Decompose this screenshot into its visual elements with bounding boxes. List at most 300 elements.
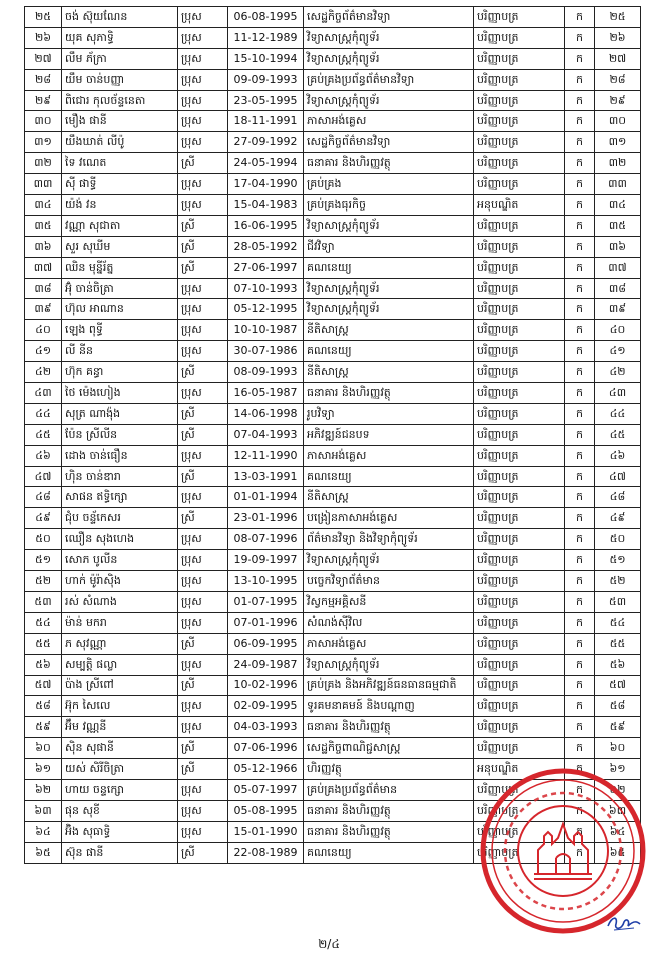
grade-mark: ក <box>565 550 595 571</box>
table-row <box>25 466 641 487</box>
table-row <box>25 508 641 529</box>
major-field: នីតិសាស្ត្រ <box>304 487 474 508</box>
major-field: គណនេយ្យ <box>304 466 474 487</box>
degree-level: អនុបណ្ឌិត <box>474 759 565 780</box>
candidate-name: អ៊ុំ ចាន់ចិត្រា <box>62 278 178 299</box>
degree-level: បរិញ្ញាបត្រ <box>474 696 565 717</box>
candidate-sex: ប្រុស <box>178 7 228 28</box>
grade-mark: ក <box>565 90 595 111</box>
date-of-birth: 07-01-1996 <box>228 612 304 633</box>
candidate-sex: ប្រុស <box>178 48 228 69</box>
row-number-repeat: ៣៨ <box>595 278 641 299</box>
row-number: ២៦ <box>25 27 62 48</box>
date-of-birth: 02-09-1995 <box>228 696 304 717</box>
candidate-sex: ប្រុស <box>178 591 228 612</box>
major-field: ធនាគារ និងហិរញ្ញវត្ថុ <box>304 383 474 404</box>
row-number: ៦២ <box>25 779 62 800</box>
grade-mark: ក <box>565 341 595 362</box>
date-of-birth: 19-09-1997 <box>228 550 304 571</box>
candidate-sex: ប្រុស <box>178 195 228 216</box>
major-field: ធនាគារ និងហិរញ្ញវត្ថុ <box>304 153 474 174</box>
row-number-repeat: ៣០ <box>595 111 641 132</box>
row-number: ៥៧ <box>25 675 62 696</box>
degree-level: បរិញ្ញាបត្រ <box>474 7 565 28</box>
date-of-birth: 16-06-1995 <box>228 215 304 236</box>
table-row <box>25 236 641 257</box>
candidate-sex: ប្រុស <box>178 696 228 717</box>
grade-mark: ក <box>565 612 595 633</box>
table-row <box>25 195 641 216</box>
degree-level: បរិញ្ញាបត្រ <box>474 257 565 278</box>
candidate-name: ឡេង ពុទ្ធី <box>62 320 178 341</box>
major-field: គ្រប់គ្រង និងអភិវឌ្ឍន៍ធនធានធម្មជាតិ <box>304 675 474 696</box>
candidate-name: ប៉ាង ស្រីពៅ <box>62 675 178 696</box>
row-number-repeat: ៤១ <box>595 341 641 362</box>
row-number-repeat: ៥៥ <box>595 633 641 654</box>
row-number: ៤៩ <box>25 508 62 529</box>
row-number-repeat: ៥៧ <box>595 675 641 696</box>
degree-level: បរិញ្ញាបត្រ <box>474 341 565 362</box>
major-field: ព័ត៌មានវិទ្យា និងវិទ្យាកុំព្យូទ័រ <box>304 529 474 550</box>
date-of-birth: 12-11-1990 <box>228 445 304 466</box>
row-number: ៥១ <box>25 550 62 571</box>
grade-mark: ក <box>565 278 595 299</box>
candidate-sex: ស្រី <box>178 633 228 654</box>
major-field: ធនាគារ និងហិរញ្ញវត្ថុ <box>304 800 474 821</box>
candidate-sex: ស្រី <box>178 842 228 863</box>
table-row <box>25 571 641 592</box>
candidate-name: យ៉ង់ វន <box>62 195 178 216</box>
table-row <box>25 654 641 675</box>
grade-mark: ក <box>565 320 595 341</box>
table-row <box>25 48 641 69</box>
grade-mark: ក <box>565 800 595 821</box>
table-row <box>25 591 641 612</box>
row-number: ៣៣ <box>25 174 62 195</box>
row-number-repeat: ៥២ <box>595 571 641 592</box>
row-number: ៣៨ <box>25 278 62 299</box>
date-of-birth: 04-03-1993 <box>228 717 304 738</box>
grade-mark: ក <box>565 236 595 257</box>
date-of-birth: 10-02-1996 <box>228 675 304 696</box>
candidate-name: ហ៊ុក គន្ធា <box>62 362 178 383</box>
row-number-repeat: ៦២ <box>595 779 641 800</box>
candidate-sex: ស្រី <box>178 759 228 780</box>
candidate-name: យឹងឃាត់ លីប៉ូ <box>62 132 178 153</box>
row-number: ៣៤ <box>25 195 62 216</box>
major-field: គ្រប់គ្រង <box>304 174 474 195</box>
candidate-name: ហ៊ិន ចាន់ឌារា <box>62 466 178 487</box>
grade-mark: ក <box>565 299 595 320</box>
candidate-name: ស៊ី ផាទ្ធី <box>62 174 178 195</box>
row-number: ៥៣ <box>25 591 62 612</box>
row-number: ៥៥ <box>25 633 62 654</box>
row-number: ៦៥ <box>25 842 62 863</box>
major-field: សេដ្ឋកិច្ចព័ត៌មានវិទ្យា <box>304 7 474 28</box>
candidate-sex: ប្រុស <box>178 111 228 132</box>
table-row <box>25 550 641 571</box>
degree-level: បរិញ្ញាបត្រ <box>474 132 565 153</box>
grade-mark: ក <box>565 424 595 445</box>
candidate-sex: ប្រុស <box>178 320 228 341</box>
candidate-name: សោភ បូលីន <box>62 550 178 571</box>
candidate-name: ឈិន មុន្នីរ័ត្ន <box>62 257 178 278</box>
table-row <box>25 612 641 633</box>
major-field: នីតិសាស្ត្រ <box>304 320 474 341</box>
major-field: សំណង់ស៊ីវិល <box>304 612 474 633</box>
date-of-birth: 23-05-1995 <box>228 90 304 111</box>
candidate-sex: ស្រី <box>178 403 228 424</box>
table-row <box>25 424 641 445</box>
degree-level: បរិញ្ញាបត្រ <box>474 362 565 383</box>
row-number-repeat: ៣១ <box>595 132 641 153</box>
row-number: ៤៥ <box>25 424 62 445</box>
candidate-sex: ប្រុស <box>178 90 228 111</box>
grade-mark: ក <box>565 132 595 153</box>
grade-mark: ក <box>565 487 595 508</box>
candidate-name: ទៃ វណេត <box>62 153 178 174</box>
candidate-name: លី នីន <box>62 341 178 362</box>
row-number: ៣២ <box>25 153 62 174</box>
row-number-repeat: ៣៣ <box>595 174 641 195</box>
grade-mark: ក <box>565 696 595 717</box>
candidate-name: ស៊ិន សុផានី <box>62 738 178 759</box>
degree-level: បរិញ្ញាបត្រ <box>474 550 565 571</box>
major-field: ទូរគមនាគមន៍ និងបណ្ដាញ <box>304 696 474 717</box>
row-number: ៣៥ <box>25 215 62 236</box>
table-row <box>25 174 641 195</box>
row-number: ៥៨ <box>25 696 62 717</box>
degree-level: បរិញ្ញាបត្រ <box>474 800 565 821</box>
degree-level: បរិញ្ញាបត្រ <box>474 466 565 487</box>
degree-level: បរិញ្ញាបត្រ <box>474 48 565 69</box>
date-of-birth: 05-12-1966 <box>228 759 304 780</box>
table-row <box>25 487 641 508</box>
degree-level: បរិញ្ញាបត្រ <box>474 508 565 529</box>
table-row <box>25 696 641 717</box>
row-number: ៥០ <box>25 529 62 550</box>
row-number: ៤៤ <box>25 403 62 424</box>
candidate-sex: ស្រី <box>178 508 228 529</box>
grade-mark: ក <box>565 466 595 487</box>
candidate-name: វណ្ណា សុជាតា <box>62 215 178 236</box>
date-of-birth: 14-06-1998 <box>228 403 304 424</box>
date-of-birth: 10-10-1987 <box>228 320 304 341</box>
row-number: ៦៤ <box>25 821 62 842</box>
candidate-name: សម្បត្តិ ផល្លា <box>62 654 178 675</box>
row-number-repeat: ៥១ <box>595 550 641 571</box>
major-field: គណនេយ្យ <box>304 842 474 863</box>
grade-mark: ក <box>565 571 595 592</box>
row-number: ២៩ <box>25 90 62 111</box>
grade-mark: ក <box>565 779 595 800</box>
row-number: ៣៦ <box>25 236 62 257</box>
date-of-birth: 15-10-1994 <box>228 48 304 69</box>
grade-mark: ក <box>565 7 595 28</box>
table-row <box>25 132 641 153</box>
row-number-repeat: ៥៣ <box>595 591 641 612</box>
grade-mark: ក <box>565 195 595 216</box>
major-field: នីតិសាស្ត្រ <box>304 362 474 383</box>
page-number: ២/៤ <box>318 937 340 951</box>
date-of-birth: 05-07-1997 <box>228 779 304 800</box>
candidate-name: ម៉ាន់ មករា <box>62 612 178 633</box>
grade-mark: ក <box>565 48 595 69</box>
signature-mark <box>604 912 644 934</box>
candidate-name: ហាយ ចន្ទក្សោ <box>62 779 178 800</box>
candidate-sex: ប្រុស <box>178 612 228 633</box>
major-field: គ្រប់គ្រងប្រព័ន្ធព័ត៌មាន <box>304 779 474 800</box>
major-field: វិទ្យាសាស្ត្រកុំព្យូទ័រ <box>304 278 474 299</box>
candidate-name: ហ៊ុល អាណាន <box>62 299 178 320</box>
degree-level: បរិញ្ញាបត្រ <box>474 529 565 550</box>
row-number-repeat: ៤៨ <box>595 487 641 508</box>
degree-level: បរិញ្ញាបត្រ <box>474 424 565 445</box>
candidate-sex: ប្រុស <box>178 383 228 404</box>
table-row <box>25 27 641 48</box>
row-number: ៤០ <box>25 320 62 341</box>
date-of-birth: 01-07-1995 <box>228 591 304 612</box>
grade-mark: ក <box>565 69 595 90</box>
major-field: ធនាគារ និងហិរញ្ញវត្ថុ <box>304 717 474 738</box>
date-of-birth: 27-09-1992 <box>228 132 304 153</box>
date-of-birth: 16-05-1987 <box>228 383 304 404</box>
row-number-repeat: ៣៧ <box>595 257 641 278</box>
date-of-birth: 07-04-1993 <box>228 424 304 445</box>
row-number-repeat: ៤៣ <box>595 383 641 404</box>
table-row <box>25 529 641 550</box>
date-of-birth: 18-11-1991 <box>228 111 304 132</box>
row-number-repeat: ២៧ <box>595 48 641 69</box>
candidate-name: ជុំប ចន្ទ័កេសរ <box>62 508 178 529</box>
candidate-name: សុត្រ ណាង៉ុង <box>62 403 178 424</box>
table-row <box>25 362 641 383</box>
major-field: វិទ្យាសាស្ត្រកុំព្យូទ័រ <box>304 215 474 236</box>
grade-mark: ក <box>565 111 595 132</box>
candidate-name: អ៊ិង សុធាទ្ធិ <box>62 821 178 842</box>
row-number-repeat: ២៥ <box>595 7 641 28</box>
candidate-name: អ៊ុក សៃលេ <box>62 696 178 717</box>
candidate-name: យឹម ចាន់បញ្ញា <box>62 69 178 90</box>
degree-level: បរិញ្ញាបត្រ <box>474 299 565 320</box>
candidate-sex: ប្រុស <box>178 550 228 571</box>
major-field: ជីវវិទ្យា <box>304 236 474 257</box>
row-number: ៣៧ <box>25 257 62 278</box>
row-number-repeat: ៤៦ <box>595 445 641 466</box>
degree-level: បរិញ្ញាបត្រ <box>474 717 565 738</box>
degree-level: បរិញ្ញាបត្រ <box>474 842 565 863</box>
row-number: ៥២ <box>25 571 62 592</box>
row-number: ៤៣ <box>25 383 62 404</box>
candidate-name: សួរ សុឃីម <box>62 236 178 257</box>
grade-mark: ក <box>565 759 595 780</box>
row-number-repeat: ៤០ <box>595 320 641 341</box>
degree-level: បរិញ្ញាបត្រ <box>474 403 565 424</box>
candidate-sex: ស្រី <box>178 466 228 487</box>
candidate-name: យស់ សិរីចិត្រា <box>62 759 178 780</box>
candidate-sex: ប្រុស <box>178 717 228 738</box>
table-row <box>25 69 641 90</box>
degree-level: បរិញ្ញាបត្រ <box>474 612 565 633</box>
degree-level: បរិញ្ញាបត្រ <box>474 487 565 508</box>
candidate-sex: ស្រី <box>178 675 228 696</box>
candidate-sex: ស្រី <box>178 424 228 445</box>
candidate-sex: ស្រី <box>178 738 228 759</box>
candidate-name: ផុន សុខី <box>62 800 178 821</box>
candidate-sex: ប្រុស <box>178 800 228 821</box>
date-of-birth: 24-05-1994 <box>228 153 304 174</box>
degree-level: បរិញ្ញាបត្រ <box>474 571 565 592</box>
grade-mark: ក <box>565 403 595 424</box>
table-row <box>25 320 641 341</box>
table-row <box>25 7 641 28</box>
candidate-name: អ៊ឹម វណ្ណនី <box>62 717 178 738</box>
degree-level: បរិញ្ញាបត្រ <box>474 320 565 341</box>
candidate-sex: ប្រុស <box>178 69 228 90</box>
row-number: ៣១ <box>25 132 62 153</box>
degree-level: បរិញ្ញាបត្រ <box>474 174 565 195</box>
table-row <box>25 299 641 320</box>
degree-level: បរិញ្ញាបត្រ <box>474 111 565 132</box>
degree-level: បរិញ្ញាបត្រ <box>474 278 565 299</box>
major-field: វិទ្យាសាស្ត្រកុំព្យូទ័រ <box>304 90 474 111</box>
date-of-birth: 13-03-1991 <box>228 466 304 487</box>
major-field: ធនាគារ និងហិរញ្ញវត្ថុ <box>304 821 474 842</box>
degree-level: បរិញ្ញាបត្រ <box>474 821 565 842</box>
grade-mark: ក <box>565 383 595 404</box>
table-row <box>25 445 641 466</box>
row-number: ៤៦ <box>25 445 62 466</box>
row-number: ៤៨ <box>25 487 62 508</box>
candidate-name: ស៊ុន ផានី <box>62 842 178 863</box>
candidate-sex: ប្រុស <box>178 821 228 842</box>
candidate-name: ពិជោរ កុលច័ន្ទនេតា <box>62 90 178 111</box>
table-row <box>25 257 641 278</box>
date-of-birth: 07-10-1993 <box>228 278 304 299</box>
date-of-birth: 23-01-1996 <box>228 508 304 529</box>
candidate-sex: ប្រុស <box>178 779 228 800</box>
row-number-repeat: ៥៦ <box>595 654 641 675</box>
grade-mark: ក <box>565 529 595 550</box>
degree-level: បរិញ្ញាបត្រ <box>474 69 565 90</box>
row-number-repeat: ៤៥ <box>595 424 641 445</box>
row-number-repeat: ៣៤ <box>595 195 641 216</box>
candidate-table-body <box>25 7 641 864</box>
row-number-repeat: ៤២ <box>595 362 641 383</box>
grade-mark: ក <box>565 445 595 466</box>
row-number-repeat: ៤៧ <box>595 466 641 487</box>
grade-mark: ក <box>565 675 595 696</box>
table-row <box>25 90 641 111</box>
grade-mark: ក <box>565 821 595 842</box>
major-field: វិទ្យាសាស្ត្រកុំព្យូទ័រ <box>304 654 474 675</box>
row-number-repeat: ២៨ <box>595 69 641 90</box>
table-row <box>25 215 641 236</box>
date-of-birth: 05-12-1995 <box>228 299 304 320</box>
row-number-repeat: ៤៤ <box>595 403 641 424</box>
candidate-sex: ស្រី <box>178 257 228 278</box>
degree-level: បរិញ្ញាបត្រ <box>474 445 565 466</box>
date-of-birth: 15-01-1990 <box>228 821 304 842</box>
row-number: ៦០ <box>25 738 62 759</box>
major-field: បង្រៀនភាសាអង់គ្លេស <box>304 508 474 529</box>
candidate-sex: ប្រុស <box>178 341 228 362</box>
major-field: រូបវិទ្យា <box>304 403 474 424</box>
grade-mark: ក <box>565 508 595 529</box>
grade-mark: ក <box>565 654 595 675</box>
candidate-sex: ប្រុស <box>178 174 228 195</box>
row-number: ៤៧ <box>25 466 62 487</box>
candidate-sex: ប្រុស <box>178 278 228 299</box>
candidate-name: យុគ សុភាទ្ធិ <box>62 27 178 48</box>
candidate-sex: ស្រី <box>178 215 228 236</box>
row-number-repeat: ៣៥ <box>595 215 641 236</box>
candidate-name: មឿង ផានី <box>62 111 178 132</box>
candidate-sex: ប្រុស <box>178 299 228 320</box>
candidate-sex: ស្រី <box>178 362 228 383</box>
row-number: ៦១ <box>25 759 62 780</box>
date-of-birth: 22-08-1989 <box>228 842 304 863</box>
table-row <box>25 403 641 424</box>
date-of-birth: 24-09-1987 <box>228 654 304 675</box>
row-number-repeat: ៦០ <box>595 738 641 759</box>
row-number: ៥៤ <box>25 612 62 633</box>
official-seal <box>478 766 648 936</box>
date-of-birth: 17-04-1990 <box>228 174 304 195</box>
candidate-name: ឈឿន សុងហេង <box>62 529 178 550</box>
candidate-name: ប៉ែន ស្រីលីន <box>62 424 178 445</box>
date-of-birth: 05-08-1995 <box>228 800 304 821</box>
candidate-sex: ប្រុស <box>178 27 228 48</box>
table-row <box>25 341 641 362</box>
row-number-repeat: ៦៥ <box>595 842 641 863</box>
date-of-birth: 13-10-1995 <box>228 571 304 592</box>
candidate-name: ភ សុវណ្ណា <box>62 633 178 654</box>
row-number-repeat: ៥០ <box>595 529 641 550</box>
date-of-birth: 30-07-1986 <box>228 341 304 362</box>
date-of-birth: 01-01-1994 <box>228 487 304 508</box>
major-field: សេដ្ឋកិច្ចព័ត៌មានវិទ្យា <box>304 132 474 153</box>
row-number-repeat: ២៩ <box>595 90 641 111</box>
date-of-birth: 15-04-1983 <box>228 195 304 216</box>
candidate-table <box>24 6 641 864</box>
degree-level: អនុបណ្ឌិត <box>474 195 565 216</box>
grade-mark: ក <box>565 215 595 236</box>
grade-mark: ក <box>565 633 595 654</box>
candidate-sex: ប្រុស <box>178 654 228 675</box>
candidate-sex: ប្រុស <box>178 132 228 153</box>
table-row <box>25 111 641 132</box>
date-of-birth: 07-06-1996 <box>228 738 304 759</box>
row-number: ២៨ <box>25 69 62 90</box>
degree-level: បរិញ្ញាបត្រ <box>474 236 565 257</box>
grade-mark: ក <box>565 591 595 612</box>
table-row <box>25 383 641 404</box>
row-number: ២៧ <box>25 48 62 69</box>
row-number: ៥៩ <box>25 717 62 738</box>
degree-level: បរិញ្ញាបត្រ <box>474 738 565 759</box>
table-row <box>25 153 641 174</box>
degree-level: បរិញ្ញាបត្រ <box>474 383 565 404</box>
major-field: វិទ្យាសាស្ត្រកុំព្យូទ័រ <box>304 27 474 48</box>
major-field: គ្រប់គ្រងប្រព័ន្ធព័ត៌មានវិទ្យា <box>304 69 474 90</box>
date-of-birth: 06-08-1995 <box>228 7 304 28</box>
row-number: ៤២ <box>25 362 62 383</box>
row-number-repeat: ៤៩ <box>595 508 641 529</box>
row-number: ៦៣ <box>25 800 62 821</box>
degree-level: បរិញ្ញាបត្រ <box>474 27 565 48</box>
major-field: បច្ចេកវិទ្យាព័ត៌មាន <box>304 571 474 592</box>
